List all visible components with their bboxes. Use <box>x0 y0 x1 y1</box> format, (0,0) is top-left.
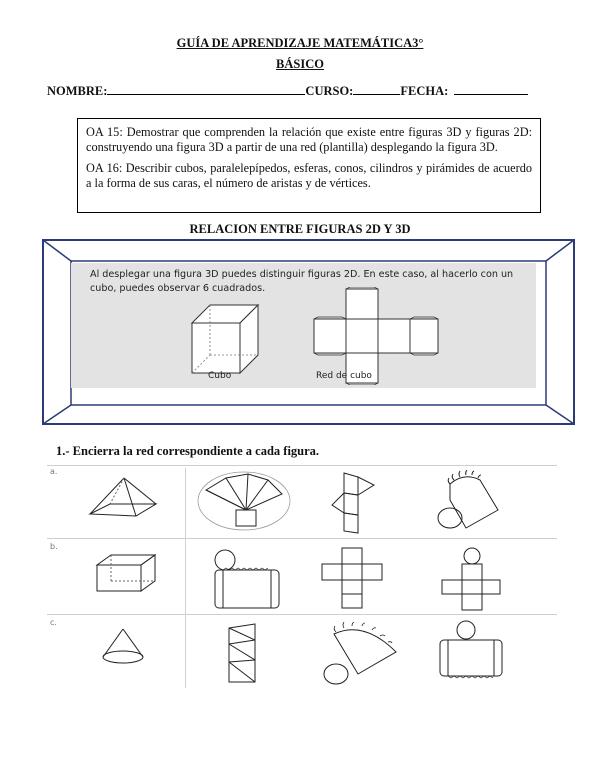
grid-divider-vertical <box>185 468 186 688</box>
grid-divider-bc <box>47 614 557 615</box>
net-option-a3[interactable] <box>436 470 502 532</box>
net-option-b3[interactable] <box>440 546 502 612</box>
objectives-box <box>77 118 541 213</box>
objective-oa15: OA 15: Demostrar que comprenden la relación que existe entre figuras 3D y figuras 2D: construyendo una figura 3D a partir de una red (plantilla) desplegando la figura 3D. <box>86 125 532 154</box>
net-option-c1[interactable] <box>225 620 263 686</box>
course-field[interactable] <box>353 82 400 95</box>
net-option-a2[interactable] <box>330 471 376 535</box>
row-label-a: a. <box>50 467 58 476</box>
prism-figure[interactable] <box>95 553 157 593</box>
info-text: Al desplegar una figura 3D puedes distinguir figuras 2D. En este caso, al hacerlo con un cubo, puedes observar 6 cuadrados. <box>90 269 514 294</box>
worksheet-title: GUÍA DE APRENDIZAJE MATEMÁTICA3° <box>176 36 424 50</box>
date-label: FECHA: <box>400 84 449 98</box>
course-label: CURSO: <box>305 84 354 98</box>
net-option-c3[interactable] <box>436 618 506 684</box>
objective-oa16: OA 16: Describir cubos, paralelepípedos, esferas, conos, cilindros y pirámides de acuerdo a la forma de sus caras, el número de aristas y de vértices. <box>86 161 532 190</box>
pyramid-figure[interactable] <box>88 476 158 522</box>
net-option-a1[interactable] <box>196 470 292 534</box>
row-label-b: b. <box>50 542 58 551</box>
net-option-b1[interactable] <box>203 548 285 614</box>
net-option-b2[interactable] <box>320 546 386 610</box>
cube-illustration <box>190 303 270 375</box>
row-label-c: c. <box>50 618 57 627</box>
cube-caption: Cubo <box>208 371 232 381</box>
cube-net-caption: Red de cubo <box>316 371 372 381</box>
name-field[interactable] <box>107 82 305 95</box>
name-label: NOMBRE: <box>47 84 108 98</box>
net-option-c2[interactable] <box>320 622 400 686</box>
section-title: RELACION ENTRE FIGURAS 2D Y 3D <box>189 222 411 236</box>
grid-divider-ab <box>47 538 557 539</box>
worksheet-subtitle: BÁSICO <box>276 57 324 71</box>
grid-divider-top <box>47 465 557 466</box>
exercise-instruction: 1.- Encierra la red correspondiente a cada figura. <box>56 444 320 458</box>
cone-figure[interactable] <box>100 627 146 665</box>
date-field[interactable] <box>454 82 528 95</box>
student-info-row <box>47 82 528 99</box>
